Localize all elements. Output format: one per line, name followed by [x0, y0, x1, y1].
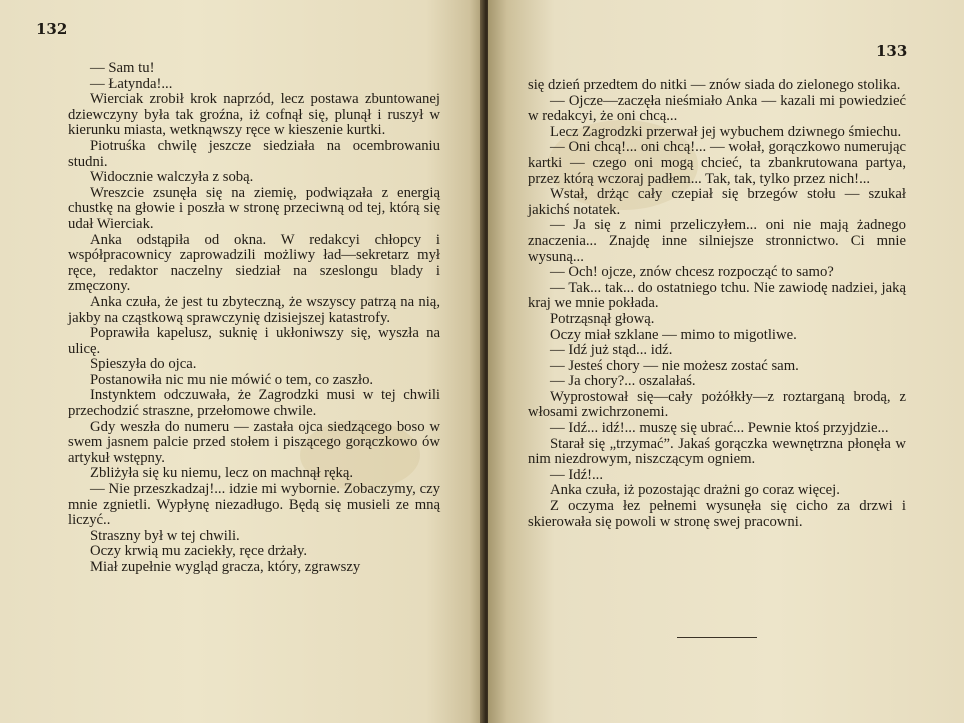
paragraph: Widocznie walczyła z sobą.	[90, 169, 254, 186]
paragraph: — Jesteś chory — nie możesz zostać sam.	[550, 357, 799, 374]
right-page-text	[528, 78, 906, 530]
page-number-right: 133	[876, 42, 908, 60]
paragraph: — Tak... tak... do ostatniego tchu. Nie zawiodę nadziei, jaką kraj we mnie pokłada.	[528, 279, 906, 312]
paragraph: Anka czuła, iż pozostając drażni go coraz więcej.	[550, 482, 840, 499]
paragraph: Z oczyma łez pełnemi wysunęła się cicho za drzwi i skierowała się powoli w stronę swej pracowni.	[528, 498, 906, 530]
paragraph: — Sam tu!	[90, 60, 155, 76]
paragraph: — Ojcze—zaczęła nieśmiało Anka — kazali mi powiedzieć w redakcyi, że oni chcą...	[528, 92, 906, 125]
paragraph: — Łatynda!...	[90, 75, 173, 92]
paragraph: Zbliżyła się ku niemu, lecz on machnął ręką.	[90, 465, 354, 482]
paragraph: Postanowiła nic mu nie mówić o tem, co zaszło.	[90, 371, 374, 388]
paragraph-continued: się dzień przedtem do nitki — znów siada do zielonego stolika.	[528, 77, 901, 93]
paragraph: Oczy miał szklane — mimo to migotliwe.	[550, 326, 797, 343]
paragraph: Anka czuła, że jest tu zbyteczną, że wszyscy patrzą na nią, jakby na cząstkową sprawczynię dzisiejszej katastrofy.	[68, 293, 440, 326]
paragraph: Wierciak zrobił krok naprzód, lecz postawa zbuntowanej dziewczyny była tak groźna, iż cofnął się, plunął i ruszył w kierunku miasta, wetknąwszy ręce w kieszenie kurtki.	[68, 91, 440, 139]
paragraph: Gdy weszła do numeru — zastała ojca siedzącego boso w swem jasnem palcie przed stołem i piszącego gorączkowo ów artykuł wstępny.	[68, 418, 440, 466]
chapter-end-rule	[677, 637, 757, 638]
paragraph: Anka odstąpiła od okna. W redakcyi chłopcy i współpracownicy zaprowadzili możliwy ład—sekretarz mył ręce, redaktor naczelny siedział na szeslongu blady i zmęczony.	[68, 231, 440, 295]
paragraph: — Ja chory?... oszalałaś.	[550, 373, 696, 390]
paragraph: Miał zupełnie wygląd gracza, który, zgrawszy	[90, 559, 361, 575]
paragraph: Straszny był w tej chwili.	[90, 527, 240, 544]
paragraph: — Nie przeszkadzaj!... idzie mi wybornie. Zobaczymy, czy mnie zgnietli. Wypłynę niezadługo. Będą się musieli ze mną liczyć..	[68, 481, 440, 529]
paragraph: — Oni chcą!... oni chcą!... — wołał, gorączkowo numerując kartki — czego oni mogą chcieć, ta zbankrutowana partya, przez którą wczoraj padłem... Tak, tak, tylko przez nich!...	[528, 139, 906, 187]
paragraph: — Idź!...	[550, 466, 604, 483]
paragraph: Spieszyła do ojca.	[90, 356, 197, 373]
paragraph: Wreszcie zsunęła się na ziemię, podwiązała z energią chustkę na głowie i poszła w stronę przeciwną od tej, którą się udał Wierciak.	[68, 184, 440, 232]
paragraph: Lecz Zagrodzki przerwał jej wybuchem dziwnego śmiechu.	[550, 123, 902, 140]
paragraph: — Idź... idź!... muszę się ubrać... Pewnie ktoś przyjdzie...	[550, 420, 889, 437]
right-page	[488, 0, 964, 723]
paragraph: — Och! ojcze, znów chcesz rozpocząć to samo?	[550, 264, 834, 281]
left-page-text	[68, 61, 440, 576]
paragraph: Oczy krwią mu zaciekły, ręce drżały.	[90, 543, 308, 560]
paragraph: Piotruśka chwilę jeszcze siedziała na ocembrowaniu studni.	[68, 137, 440, 170]
paragraph: Wyprostował się—cały pożółkły—z roztarganą brodą, z włosami zwichrzonemi.	[528, 388, 906, 421]
paragraph: Potrząsnął głową.	[550, 310, 655, 327]
paragraph: Starał się „trzymać”. Jakaś gorączka wewnętrzna płonęła w nim niezdrowym, niszczącym ogniem.	[528, 435, 906, 468]
paragraph: Instynktem odczuwała, że Zagrodzki musi w tej chwili przechodzić straszne, przełomowe chwile.	[68, 387, 440, 420]
paragraph: Wstał, drżąc cały czepiał się brzegów stołu — szukał jakichś notatek.	[528, 186, 906, 218]
paragraph: Poprawiła kapelusz, suknię i ukłoniwszy się, wyszła na ulicę.	[68, 325, 440, 357]
paragraph: — Idź już stąd... idź.	[550, 342, 673, 359]
page-number-left: 132	[36, 20, 68, 38]
paragraph: — Ja się z nimi przeliczyłem... oni nie mają żadnego znaczenia... Znajdę inne silniejsze stronnictwo. Ci mnie wysuną...	[528, 217, 906, 265]
